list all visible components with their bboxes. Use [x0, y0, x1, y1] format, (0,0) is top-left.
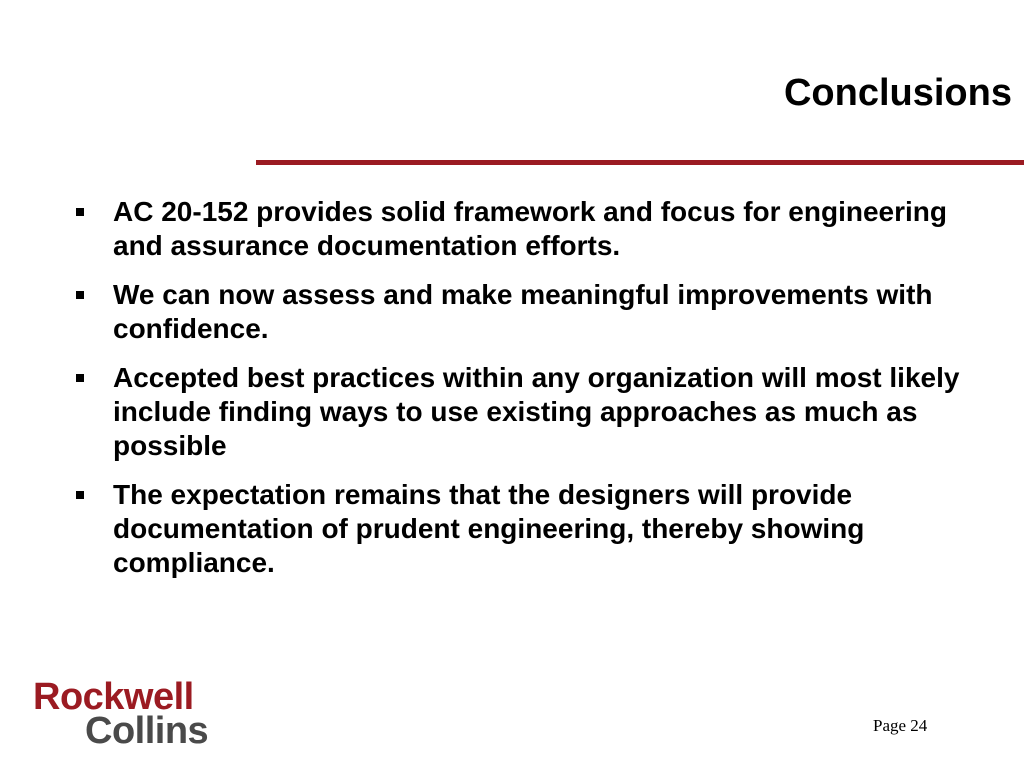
rockwell-collins-logo — [33, 676, 243, 752]
bullet-text: We can now assess and make meaningful improvements with confidence. — [113, 279, 933, 344]
page-number: Page 24 — [873, 716, 928, 735]
bullet-item — [70, 195, 980, 263]
bullet-item — [70, 361, 980, 463]
title-divider — [256, 160, 1024, 165]
bullet-text: Accepted best practices within any organization will most likely include finding ways to use existing approaches as much as possible — [113, 362, 960, 461]
logo-word-rockwell: Rockwell — [33, 676, 194, 718]
bullet-item — [70, 478, 980, 580]
square-bullet-icon — [76, 208, 84, 216]
slide-title: Conclusions — [783, 72, 1012, 114]
bullet-list — [70, 195, 980, 595]
logo-word-collins: Collins — [85, 710, 209, 752]
square-bullet-icon — [76, 374, 84, 382]
square-bullet-icon — [76, 491, 84, 499]
square-bullet-icon — [76, 291, 84, 299]
bullet-text: The expectation remains that the designers will provide documentation of prudent engineering, thereby showing compliance. — [113, 479, 865, 578]
bullet-text: AC 20-152 provides solid framework and focus for engineering and assurance documentation efforts. — [113, 196, 947, 261]
bullet-item — [70, 278, 980, 346]
